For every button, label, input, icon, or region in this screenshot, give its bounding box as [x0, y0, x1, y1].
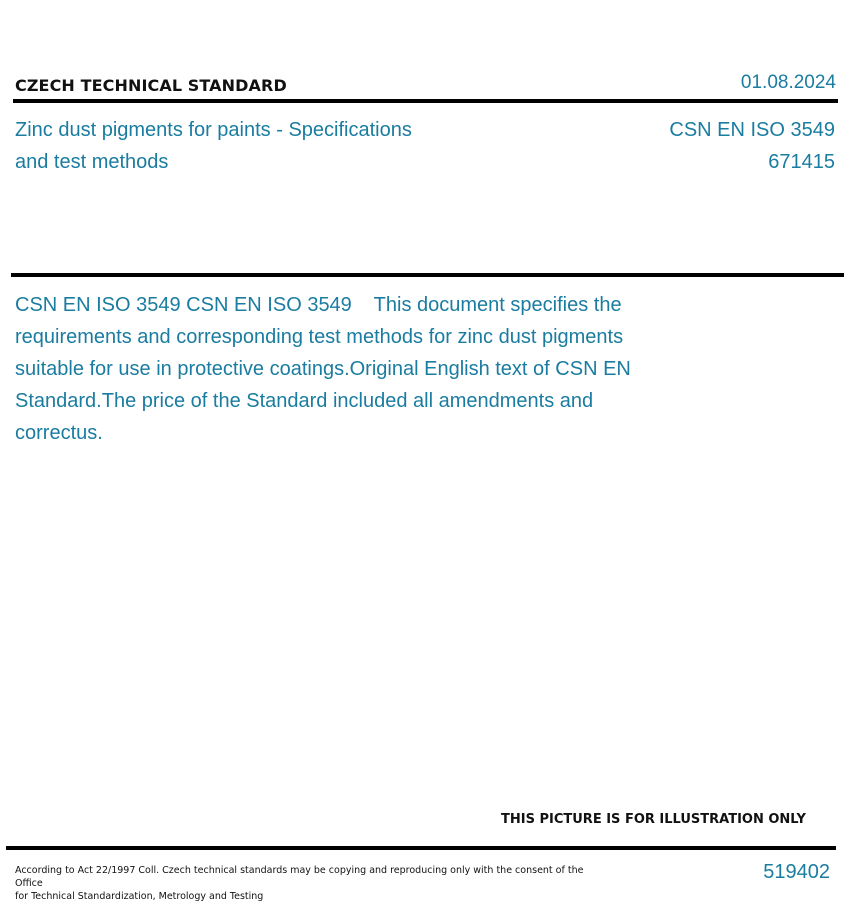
header-divider	[13, 99, 838, 103]
order-number: 519402	[763, 861, 830, 883]
standard-identifiers	[669, 114, 835, 178]
standard-title-line-1: Zinc dust pigments for paints - Specifications	[15, 119, 412, 141]
publication-date: 01.08.2024	[740, 72, 836, 93]
footer-divider	[6, 846, 836, 850]
class-number: 671415	[768, 151, 835, 173]
document-category: CZECH TECHNICAL STANDARD	[15, 76, 287, 95]
title-divider	[11, 273, 844, 277]
standard-title-line-2: and test methods	[15, 151, 169, 173]
illustration-note: THIS PICTURE IS FOR ILLUSTRATION ONLY	[501, 812, 806, 827]
standard-description: CSN EN ISO 3549 CSN EN ISO 3549 This document specifies the requirements and corresponding test methods for zinc dust pigments suitable for use in protective coatings.Original English text of CSN EN Standard.The price of the Standard included all amendments and correctus.	[15, 294, 637, 444]
legal-notice-line-2: for Technical Standardization, Metrology and Testing	[15, 891, 264, 902]
legal-notice-line-1: According to Act 22/1997 Coll. Czech technical standards may be copying and reproducing only with the consent of the Office	[15, 865, 584, 889]
standard-code: CSN EN ISO 3549	[669, 119, 835, 141]
standard-title	[15, 114, 485, 178]
legal-notice	[15, 864, 595, 903]
